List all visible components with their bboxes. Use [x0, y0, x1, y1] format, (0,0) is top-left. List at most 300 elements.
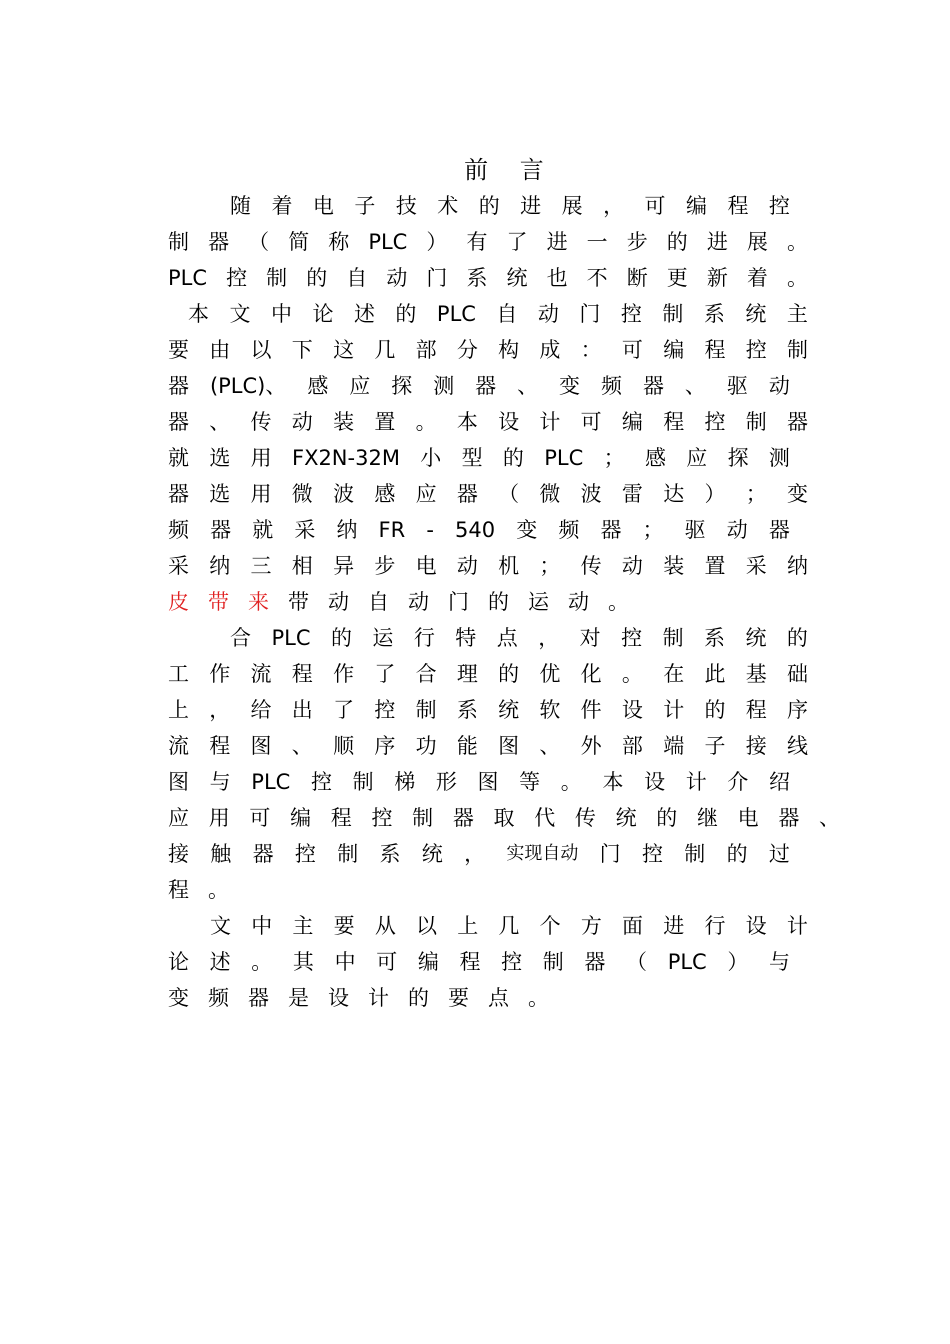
- text-token: 动: [726, 518, 748, 542]
- text-token: 的: [408, 986, 429, 1010]
- text-token: 制: [168, 230, 189, 254]
- text-token: 器: [456, 482, 478, 506]
- text-token: 微: [539, 482, 561, 506]
- text-token: 作: [333, 662, 355, 686]
- text-token: ）: [704, 482, 726, 506]
- text-token: 统: [615, 806, 637, 830]
- text-token: 。: [560, 770, 582, 794]
- text-token: 装: [663, 554, 685, 578]
- text-token: 统: [421, 842, 443, 866]
- text-token: 纳: [786, 554, 808, 578]
- text-token: 与: [769, 950, 790, 974]
- text-line: [168, 260, 808, 296]
- text-token: 技: [395, 194, 417, 218]
- text-token: ；: [603, 446, 625, 470]
- text-token: （: [498, 482, 520, 506]
- text-token: 基: [745, 662, 767, 686]
- text-token: 制: [412, 806, 434, 830]
- text-token: 作: [209, 662, 231, 686]
- text-token: 统: [506, 266, 528, 290]
- text-token: 运: [372, 626, 394, 650]
- text-token: 传: [574, 806, 596, 830]
- text-token: 了: [506, 230, 528, 254]
- text-token: 程: [745, 698, 767, 722]
- text-token: 设: [644, 770, 666, 794]
- text-line: [168, 836, 790, 872]
- text-token: 程: [663, 410, 685, 434]
- text-token: 面: [622, 914, 644, 938]
- text-token: 器: [475, 374, 497, 398]
- text-token: 理: [456, 662, 478, 686]
- text-token: （: [248, 230, 270, 254]
- text-token: 软: [539, 698, 561, 722]
- text-token: 计: [685, 770, 707, 794]
- text-token: 下: [291, 338, 313, 362]
- text-token: 代: [534, 806, 556, 830]
- text-token: 工: [168, 662, 189, 686]
- text-line: [168, 980, 808, 1016]
- text-token: 可: [249, 806, 271, 830]
- text-token: 系: [379, 842, 401, 866]
- text-token: PLC: [271, 626, 311, 650]
- text-token: 控: [374, 698, 396, 722]
- text-line: [168, 656, 808, 692]
- text-token: 就: [168, 446, 189, 470]
- text-token: 本: [456, 410, 478, 434]
- text-token: 础: [786, 662, 808, 686]
- text-token: 电: [737, 806, 759, 830]
- text-token: 序: [786, 698, 808, 722]
- text-token: 。: [621, 662, 643, 686]
- text-token: 中: [270, 302, 292, 326]
- text-token: 计: [786, 914, 808, 938]
- text-token: 器: [168, 482, 189, 506]
- text-token: FX2N-32M: [291, 446, 400, 470]
- text-token: 制: [352, 770, 374, 794]
- text-token: 门: [426, 266, 448, 290]
- text-token: 。: [786, 266, 808, 290]
- text-token: 用: [250, 482, 272, 506]
- text-token: 置: [704, 554, 726, 578]
- text-token: 编: [685, 194, 707, 218]
- text-token: 达: [663, 482, 685, 506]
- text-token: 程: [291, 662, 313, 686]
- text-token: 件: [580, 698, 602, 722]
- text-token: 断: [626, 266, 648, 290]
- text-token: ，: [209, 698, 231, 722]
- text-token: 控: [310, 770, 332, 794]
- text-token: 流: [168, 734, 189, 758]
- text-token: 介: [727, 770, 749, 794]
- text-token: 。: [251, 950, 273, 974]
- text-token: 对: [579, 626, 601, 650]
- text-token: 。: [415, 410, 437, 434]
- text-token: 器: [768, 518, 790, 542]
- text-line: [168, 368, 790, 404]
- text-token: 线: [786, 734, 808, 758]
- text-token: 动: [291, 410, 313, 434]
- text-token: 进: [520, 194, 542, 218]
- text-token: 梯: [394, 770, 416, 794]
- text-token: 器: [252, 842, 274, 866]
- text-token: 成: [539, 338, 561, 362]
- text-line: [168, 404, 808, 440]
- text-token: 、: [684, 374, 706, 398]
- text-token: 流: [250, 662, 272, 686]
- text-token: 上: [457, 914, 479, 938]
- text-token: 展: [746, 230, 768, 254]
- text-token: 来: [248, 590, 269, 614]
- text-token: PLC: [436, 302, 476, 326]
- text-token: 的: [786, 626, 808, 650]
- text-token: 自: [368, 590, 389, 614]
- text-token: 部: [415, 338, 437, 362]
- text-token: 运: [528, 590, 549, 614]
- text-token: PLC: [251, 770, 291, 794]
- text-token: 顺: [333, 734, 355, 758]
- text-token: 电: [415, 554, 437, 578]
- text-token: 特: [455, 626, 477, 650]
- text-token: 个: [539, 914, 561, 938]
- text-token: 动: [408, 590, 429, 614]
- text-line: [230, 188, 790, 224]
- text-token: 与: [209, 770, 231, 794]
- text-token: 点: [488, 986, 509, 1010]
- text-token: 论: [312, 302, 334, 326]
- text-token: 纳: [209, 554, 231, 578]
- text-token: 频: [558, 518, 580, 542]
- text-token: 出: [291, 698, 313, 722]
- text-token: 、: [819, 806, 840, 830]
- text-token: 了: [374, 662, 396, 686]
- text-token: 的: [478, 194, 500, 218]
- text-token: 控: [371, 806, 393, 830]
- text-token: PLC: [168, 266, 208, 290]
- text-token: 带: [208, 590, 229, 614]
- text-token: 控: [620, 302, 642, 326]
- text-token: 异: [333, 554, 355, 578]
- text-token: 频: [601, 374, 622, 398]
- text-token: 器: [248, 986, 269, 1010]
- text-token: 的: [656, 806, 678, 830]
- text-token: 电: [312, 194, 334, 218]
- text-token: 器: [452, 806, 474, 830]
- text-token: 分: [456, 338, 478, 362]
- text-token: 门: [579, 302, 601, 326]
- text-token: 设: [745, 914, 767, 938]
- text-token: 可: [644, 194, 666, 218]
- text-token: 合: [415, 662, 437, 686]
- text-line: [168, 728, 808, 764]
- text-token: 可: [580, 410, 602, 434]
- text-token: 要: [168, 338, 189, 362]
- text-token: 器: [642, 374, 664, 398]
- text-token: 要: [333, 914, 355, 938]
- text-token: 装: [333, 410, 355, 434]
- text-token: 随: [230, 194, 251, 218]
- text-token: 应: [349, 374, 371, 398]
- text-token: 。: [786, 230, 808, 254]
- text-token: 制: [662, 302, 684, 326]
- text-token: 540: [455, 518, 496, 542]
- text-token: 型: [461, 446, 483, 470]
- text-token: 其: [292, 950, 314, 974]
- text-token: 、: [517, 374, 539, 398]
- text-token: 控: [226, 266, 248, 290]
- text-line: [188, 296, 808, 332]
- text-token: 控: [621, 626, 643, 650]
- text-token: 感: [644, 446, 666, 470]
- text-token: 图: [168, 770, 189, 794]
- text-token: 的: [726, 842, 748, 866]
- text-token: 步: [626, 230, 648, 254]
- text-token: ）: [727, 950, 749, 974]
- text-token: 器: [168, 374, 189, 398]
- text-token: 程: [459, 950, 481, 974]
- text-token: 感: [374, 482, 396, 506]
- text-token: 展: [561, 194, 583, 218]
- text-token: 制: [542, 950, 564, 974]
- text-token: 合: [230, 626, 251, 650]
- text-token: 一: [586, 230, 608, 254]
- text-token: 计: [663, 698, 685, 722]
- text-token: 波: [333, 482, 355, 506]
- text-token: 编: [621, 410, 643, 434]
- text-token: 图: [477, 770, 499, 794]
- text-line: [168, 764, 790, 800]
- text-token: 制: [266, 266, 288, 290]
- text-token: FR: [378, 518, 406, 542]
- text-token: 采: [745, 554, 767, 578]
- text-token: 统: [498, 698, 520, 722]
- text-token: 探: [727, 446, 749, 470]
- text-token: ，: [464, 842, 486, 866]
- text-token: 从: [374, 914, 396, 938]
- text-token: 用: [208, 806, 230, 830]
- text-token: 过: [768, 842, 790, 866]
- text-token: 器: [786, 410, 808, 434]
- text-token: 优: [539, 662, 561, 686]
- text-token: 主: [292, 914, 314, 938]
- text-token: 是: [288, 986, 309, 1010]
- text-token: 制: [337, 842, 359, 866]
- text-token: 几: [498, 914, 520, 938]
- text-token: 上: [168, 698, 189, 722]
- text-token: 应: [168, 806, 189, 830]
- text-token: 行: [413, 626, 435, 650]
- text-token: 子: [704, 734, 726, 758]
- text-token: 的: [306, 266, 328, 290]
- text-token: 设: [498, 410, 520, 434]
- text-token: 控: [704, 410, 726, 434]
- text-token: 器: [208, 230, 230, 254]
- text-token: 的: [395, 302, 417, 326]
- text-token: 在: [663, 662, 685, 686]
- text-token: 制: [662, 626, 684, 650]
- text-token: ；: [642, 518, 664, 542]
- text-token: 程: [704, 338, 726, 362]
- text-token: 变: [516, 518, 538, 542]
- text-token: 的: [330, 626, 352, 650]
- text-line: [168, 332, 808, 368]
- text-token: 图: [498, 734, 520, 758]
- text-token: 机: [498, 554, 520, 578]
- text-token: 的: [704, 698, 726, 722]
- text-token: 主: [786, 302, 808, 326]
- text-token: 此: [704, 662, 726, 686]
- text-token: (PLC)、: [209, 374, 287, 398]
- text-token: ）: [426, 230, 448, 254]
- text-token: 动: [621, 554, 643, 578]
- text-token: 用: [250, 446, 272, 470]
- text-token: 制: [415, 698, 437, 722]
- text-token: 计: [539, 410, 561, 434]
- text-token: ；: [539, 554, 561, 578]
- text-token: 述: [209, 950, 231, 974]
- text-token: 图: [250, 734, 272, 758]
- text-token: 系: [703, 302, 725, 326]
- text-token: 测: [768, 446, 790, 470]
- text-token: 本: [602, 770, 624, 794]
- text-token: 传: [250, 410, 272, 434]
- text-token: 自: [496, 302, 518, 326]
- text-line: [168, 800, 840, 836]
- text-token: 采: [294, 518, 316, 542]
- text-token: 的: [498, 662, 520, 686]
- text-token: 设: [328, 986, 349, 1010]
- text-token: 要: [448, 986, 469, 1010]
- text-token: 程: [209, 734, 231, 758]
- text-token: 、: [291, 734, 313, 758]
- text-token: 步: [374, 554, 396, 578]
- text-token: 自: [346, 266, 368, 290]
- text-token: 更: [666, 266, 688, 290]
- text-token: 频: [168, 518, 189, 542]
- text-line: [168, 512, 790, 548]
- text-token: 探: [391, 374, 413, 398]
- text-token: 程: [330, 806, 352, 830]
- text-token: 器: [778, 806, 800, 830]
- text-token: 几: [374, 338, 396, 362]
- text-line: [210, 908, 808, 944]
- text-token: 器: [600, 518, 622, 542]
- text-token: 中: [251, 914, 273, 938]
- text-token: 子: [354, 194, 376, 218]
- text-token: 波: [580, 482, 602, 506]
- text-token: 门: [448, 590, 469, 614]
- text-token: 形: [435, 770, 457, 794]
- text-token: 进: [706, 230, 728, 254]
- text-token: ；: [745, 482, 767, 506]
- text-token: 带: [288, 590, 309, 614]
- text-token: 称: [328, 230, 350, 254]
- text-token: 。: [208, 878, 229, 902]
- text-token: 系: [466, 266, 488, 290]
- text-token: 着: [271, 194, 293, 218]
- text-token: 中: [334, 950, 356, 974]
- text-token: 控: [641, 842, 663, 866]
- text-token: 小: [420, 446, 442, 470]
- text-token: 统: [745, 302, 767, 326]
- text-token: 接: [168, 842, 189, 866]
- text-token: ，: [538, 626, 560, 650]
- text-token: 相: [291, 554, 313, 578]
- text-token: 。: [528, 986, 549, 1010]
- text-token: 进: [663, 914, 685, 938]
- text-token: 可: [621, 338, 643, 362]
- text-token: -: [426, 518, 434, 542]
- text-token: 编: [417, 950, 439, 974]
- text-token: PLC: [368, 230, 408, 254]
- text-token: 术: [437, 194, 459, 218]
- text-token: 变: [559, 374, 581, 398]
- text-token: ：: [580, 338, 602, 362]
- text-token: 论: [168, 950, 189, 974]
- text-token: 新: [706, 266, 728, 290]
- text-line: [168, 944, 790, 980]
- text-token: 的: [488, 590, 509, 614]
- text-token: 着: [746, 266, 768, 290]
- text-token: 了: [333, 698, 355, 722]
- text-token: 功: [415, 734, 437, 758]
- text-token: 进: [546, 230, 568, 254]
- text-token: 、: [539, 734, 561, 758]
- text-token: 。: [608, 590, 629, 614]
- text-token: 不: [586, 266, 608, 290]
- text-token: 控: [501, 950, 523, 974]
- text-token: 述: [353, 302, 375, 326]
- text-token: 动: [328, 590, 349, 614]
- text-token: 三: [250, 554, 272, 578]
- text-token: 计: [368, 986, 389, 1010]
- text-token: 能: [456, 734, 478, 758]
- text-token: 器: [210, 518, 232, 542]
- page-title: 前 言: [464, 156, 556, 184]
- text-token: 传: [580, 554, 602, 578]
- text-token: 编: [663, 338, 685, 362]
- text-token: 置: [374, 410, 396, 434]
- text-token: 接: [745, 734, 767, 758]
- text-token: 设: [621, 698, 643, 722]
- text-token: 程: [168, 878, 189, 902]
- text-token: 纳: [336, 518, 358, 542]
- text-token: 继: [696, 806, 718, 830]
- text-token: 给: [250, 698, 272, 722]
- text-token: 应: [686, 446, 708, 470]
- text-token: 本: [188, 302, 209, 326]
- text-token: 序: [374, 734, 396, 758]
- text-token: PLC: [544, 446, 584, 470]
- text-token: 制: [684, 842, 706, 866]
- text-token: 可: [376, 950, 398, 974]
- text-token: 应: [415, 482, 437, 506]
- text-token: 感: [307, 374, 329, 398]
- text-token: 控: [745, 338, 767, 362]
- text-token: 门: [599, 842, 621, 866]
- text-line: [168, 872, 808, 908]
- text-token: 端: [663, 734, 685, 758]
- text-token: 制: [786, 338, 808, 362]
- text-token: 雷: [621, 482, 643, 506]
- text-token: 实现自动: [506, 843, 579, 864]
- text-token: 选: [209, 482, 231, 506]
- text-line: [168, 548, 808, 584]
- text-token: 的: [666, 230, 688, 254]
- text-token: PLC: [667, 950, 707, 974]
- text-token: 这: [333, 338, 355, 362]
- text-token: 以: [250, 338, 272, 362]
- text-token: 触: [210, 842, 232, 866]
